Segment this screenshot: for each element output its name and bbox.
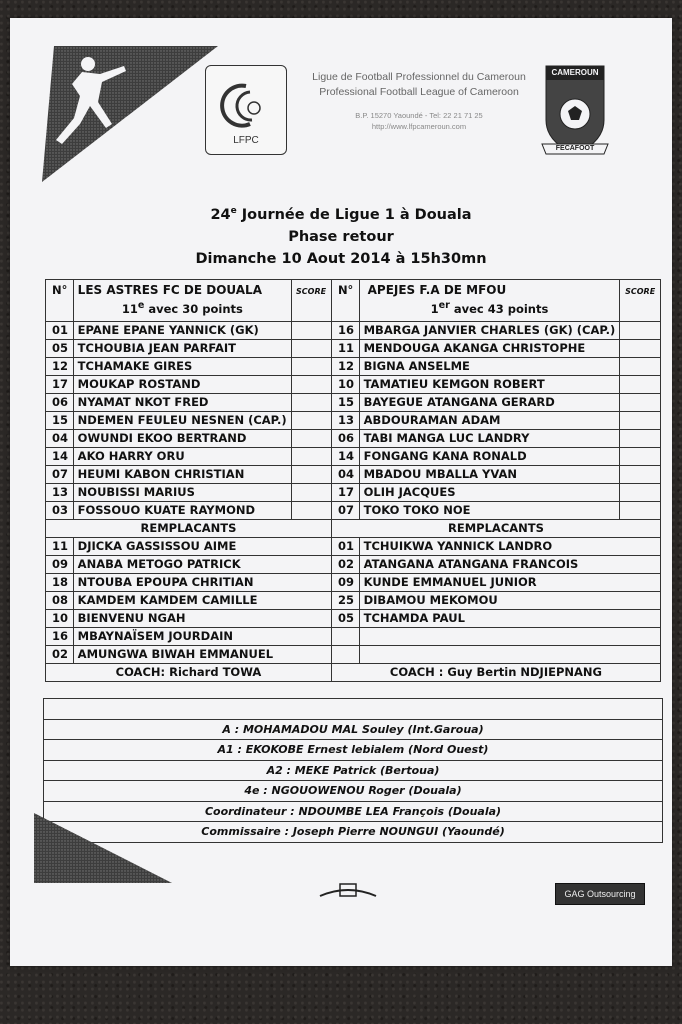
coach-row [46, 664, 661, 682]
match-title [10, 200, 672, 270]
away-team-name: APEJES F.A DE MFOU [367, 283, 507, 297]
official-entry: Commissaire : Joseph Pierre NOUNGUI (Yaoundé) [44, 822, 663, 843]
player-row [46, 538, 661, 556]
matchday-number: 24 [210, 206, 231, 223]
away-player-name: TCHAMDA PAUL [359, 610, 660, 628]
home-player-number: 07 [46, 466, 74, 484]
home-player-number: 08 [46, 592, 74, 610]
league-website: http://www.lfpcameroun.com [371, 122, 467, 131]
player-row [46, 628, 661, 646]
away-score-blank [620, 340, 661, 358]
lfpc-swoosh-icon [216, 80, 274, 130]
away-player-number: 06 [331, 430, 359, 448]
away-player-name: TAMATIEU KEMGON ROBERT [359, 376, 620, 394]
home-player-number: 09 [46, 556, 74, 574]
matchday-suffix: e [230, 206, 237, 216]
league-contact [294, 110, 544, 132]
away-no-header: N° [331, 280, 359, 322]
player-row [46, 340, 661, 358]
home-coach: COACH: Richard TOWA [46, 664, 332, 682]
league-name-fr: Ligue de Football Professionnel du Cameroun [312, 71, 526, 83]
away-player-name [359, 646, 660, 664]
away-score-blank [620, 448, 661, 466]
home-player-name: AMUNGWA BIWAH EMMANUEL [73, 646, 331, 664]
home-player-number: 02 [46, 646, 74, 664]
away-player-name: ATANGANA ATANGANA FRANCOIS [359, 556, 660, 574]
away-player-name: BAYEGUE ATANGANA GERARD [359, 394, 620, 412]
away-player-name: BIGNA ANSELME [359, 358, 620, 376]
official-entry: A2 : MEKE Patrick (Bertoua) [44, 760, 663, 781]
lfpc-logo-text: LFPC [233, 135, 259, 146]
home-player-number: 04 [46, 430, 74, 448]
player-row [46, 430, 661, 448]
lineup-table [45, 279, 661, 682]
away-subs-label: REMPLACANTS [331, 520, 660, 538]
home-player-name: NDEMEN FEULEU NESNEN (CAP.) [73, 412, 291, 430]
away-score-blank [620, 430, 661, 448]
away-player-name: KUNDE EMMANUEL JUNIOR [359, 574, 660, 592]
home-player-name: BIENVENU NGAH [73, 610, 331, 628]
home-score-cell [292, 280, 332, 322]
home-player-number: 11 [46, 538, 74, 556]
away-score-blank [620, 322, 661, 340]
official-entry: A : MOHAMADOU MAL Souley (Int.Garoua) [44, 719, 663, 740]
player-row [46, 376, 661, 394]
away-player-number: 25 [331, 592, 359, 610]
home-player-name: NYAMAT NKOT FRED [73, 394, 291, 412]
away-score-blank [620, 466, 661, 484]
official-entry: 4e : NGOUOWENOU Roger (Douala) [44, 781, 663, 802]
official-row [44, 719, 663, 740]
home-player-number: 01 [46, 322, 74, 340]
away-score-blank [620, 412, 661, 430]
away-player-number: 12 [331, 358, 359, 376]
home-player-name: TCHAMAKE GIRES [73, 358, 291, 376]
away-player-number: 13 [331, 412, 359, 430]
home-score-blank [292, 412, 332, 430]
league-name-en: Professional Football League of Cameroon [319, 86, 519, 98]
home-score-blank [292, 358, 332, 376]
away-player-name: TOKO TOKO NOE [359, 502, 620, 520]
away-player-number: 14 [331, 448, 359, 466]
home-player-number: 16 [46, 628, 74, 646]
home-player-number: 06 [46, 394, 74, 412]
home-score-blank [292, 394, 332, 412]
home-player-number: 13 [46, 484, 74, 502]
home-player-name: OWUNDI EKOO BERTRAND [73, 430, 291, 448]
player-row [46, 592, 661, 610]
home-score-blank [292, 430, 332, 448]
away-player-number: 01 [331, 538, 359, 556]
away-player-number: 11 [331, 340, 359, 358]
away-player-number [331, 646, 359, 664]
player-row [46, 322, 661, 340]
away-player-name: DIBAMOU MEKOMOU [359, 592, 660, 610]
player-row [46, 412, 661, 430]
corner-decoration-icon [34, 813, 174, 888]
home-player-name: DJICKA GASSISSOU AIME [73, 538, 331, 556]
away-player-number: 09 [331, 574, 359, 592]
home-player-name: EPANE EPANE YANNICK (GK) [73, 322, 291, 340]
home-player-name: NOUBISSI MARIUS [73, 484, 291, 502]
home-team-name: LES ASTRES FC DE DOUALA [77, 283, 262, 297]
matchday-line [10, 200, 672, 226]
home-score-blank [292, 466, 332, 484]
home-score-blank [292, 322, 332, 340]
away-score-blank [620, 502, 661, 520]
away-team-header [359, 280, 620, 322]
subs-header-row [46, 520, 661, 538]
home-player-number: 10 [46, 610, 74, 628]
away-player-name [359, 628, 660, 646]
officials-spacer-row [44, 699, 663, 720]
away-score-label: SCORE [625, 287, 656, 296]
official-row [44, 760, 663, 781]
player-row [46, 574, 661, 592]
official-entry: A1 : EKOKOBE Ernest lebialem (Nord Ouest) [44, 740, 663, 761]
home-player-name: MBAYNAÏSEM JOURDAIN [73, 628, 331, 646]
away-player-name: MENDOUGA AKANGA CHRISTOPHE [359, 340, 620, 358]
phase-line: Phase retour [288, 228, 394, 245]
away-player-name: OLIH JACQUES [359, 484, 620, 502]
official-entry: Coordinateur : NDOUMBE LEA François (Douala) [44, 801, 663, 822]
home-subs-label: REMPLACANTS [46, 520, 332, 538]
away-player-number: 02 [331, 556, 359, 574]
home-player-name: MOUKAP ROSTAND [73, 376, 291, 394]
home-score-blank [292, 448, 332, 466]
home-no-header: N° [46, 280, 74, 322]
sponsor-logo-icon [318, 880, 378, 902]
league-address: B.P. 15270 Yaoundé - Tel: 22 21 71 25 [355, 111, 483, 120]
away-score-blank [620, 376, 661, 394]
away-team-rank: 1er avec 43 points [430, 300, 549, 316]
home-team-rank: 11e avec 30 points [121, 300, 243, 316]
official-row [44, 781, 663, 802]
home-player-number: 05 [46, 340, 74, 358]
home-player-name: TCHOUBIA JEAN PARFAIT [73, 340, 291, 358]
home-player-number: 03 [46, 502, 74, 520]
away-player-number: 15 [331, 394, 359, 412]
home-player-number: 15 [46, 412, 74, 430]
lineup-header-row [46, 280, 661, 322]
away-player-name: MBADOU MBALLA YVAN [359, 466, 620, 484]
home-player-name: FOSSOUO KUATE RAYMOND [73, 502, 291, 520]
away-player-number: 04 [331, 466, 359, 484]
home-player-number: 18 [46, 574, 74, 592]
player-row [46, 484, 661, 502]
home-player-name: HEUMI KABON CHRISTIAN [73, 466, 291, 484]
away-player-name: FONGANG KANA RONALD [359, 448, 620, 466]
player-row [46, 502, 661, 520]
away-player-name: ABDOURAMAN ADAM [359, 412, 620, 430]
player-row [46, 466, 661, 484]
home-player-name: KAMDEM KAMDEM CAMILLE [73, 592, 331, 610]
away-player-number [331, 628, 359, 646]
away-score-blank [620, 394, 661, 412]
player-row [46, 394, 661, 412]
home-score-blank [292, 502, 332, 520]
away-player-number: 17 [331, 484, 359, 502]
crest-bottom-text: FECAFOOT [555, 145, 595, 152]
home-score-blank [292, 376, 332, 394]
date-line: Dimanche 10 Aout 2014 à 15h30mn [195, 250, 487, 267]
sponsor-gag-logo: GAG Outsourcing [555, 883, 645, 905]
player-row [46, 610, 661, 628]
away-player-name: MBARGA JANVIER CHARLES (GK) (CAP.) [359, 322, 620, 340]
away-score-blank [620, 484, 661, 502]
home-player-name: ANABA METOGO PATRICK [73, 556, 331, 574]
home-player-number: 14 [46, 448, 74, 466]
away-player-name: TCHUIKWA YANNICK LANDRO [359, 538, 660, 556]
home-player-name: NTOUBA EPOUPA CHRITIAN [73, 574, 331, 592]
player-row [46, 556, 661, 574]
home-player-number: 12 [46, 358, 74, 376]
home-player-number: 17 [46, 376, 74, 394]
player-row [46, 448, 661, 466]
player-row [46, 358, 661, 376]
away-player-name: TABI MANGA LUC LANDRY [359, 430, 620, 448]
matchday-text: Journée de Ligue 1 à Douala [236, 206, 472, 223]
home-player-name: AKO HARRY ORU [73, 448, 291, 466]
fecafoot-crest [540, 62, 610, 160]
home-team-header [73, 280, 291, 322]
home-score-blank [292, 484, 332, 502]
home-score-label: SCORE [296, 287, 327, 296]
away-player-number: 07 [331, 502, 359, 520]
official-row [44, 740, 663, 761]
match-sheet [10, 18, 672, 966]
away-player-number: 05 [331, 610, 359, 628]
away-player-number: 16 [331, 322, 359, 340]
away-player-number: 10 [331, 376, 359, 394]
league-name [294, 70, 544, 100]
lfpc-logo [205, 65, 287, 155]
player-silhouette-icon [40, 44, 220, 184]
away-coach: COACH : Guy Bertin NDJIEPNANG [331, 664, 660, 682]
player-row [46, 646, 661, 664]
away-score-blank [620, 358, 661, 376]
home-score-blank [292, 340, 332, 358]
crest-top-text: CAMEROUN [551, 68, 599, 77]
away-score-cell [620, 280, 661, 322]
